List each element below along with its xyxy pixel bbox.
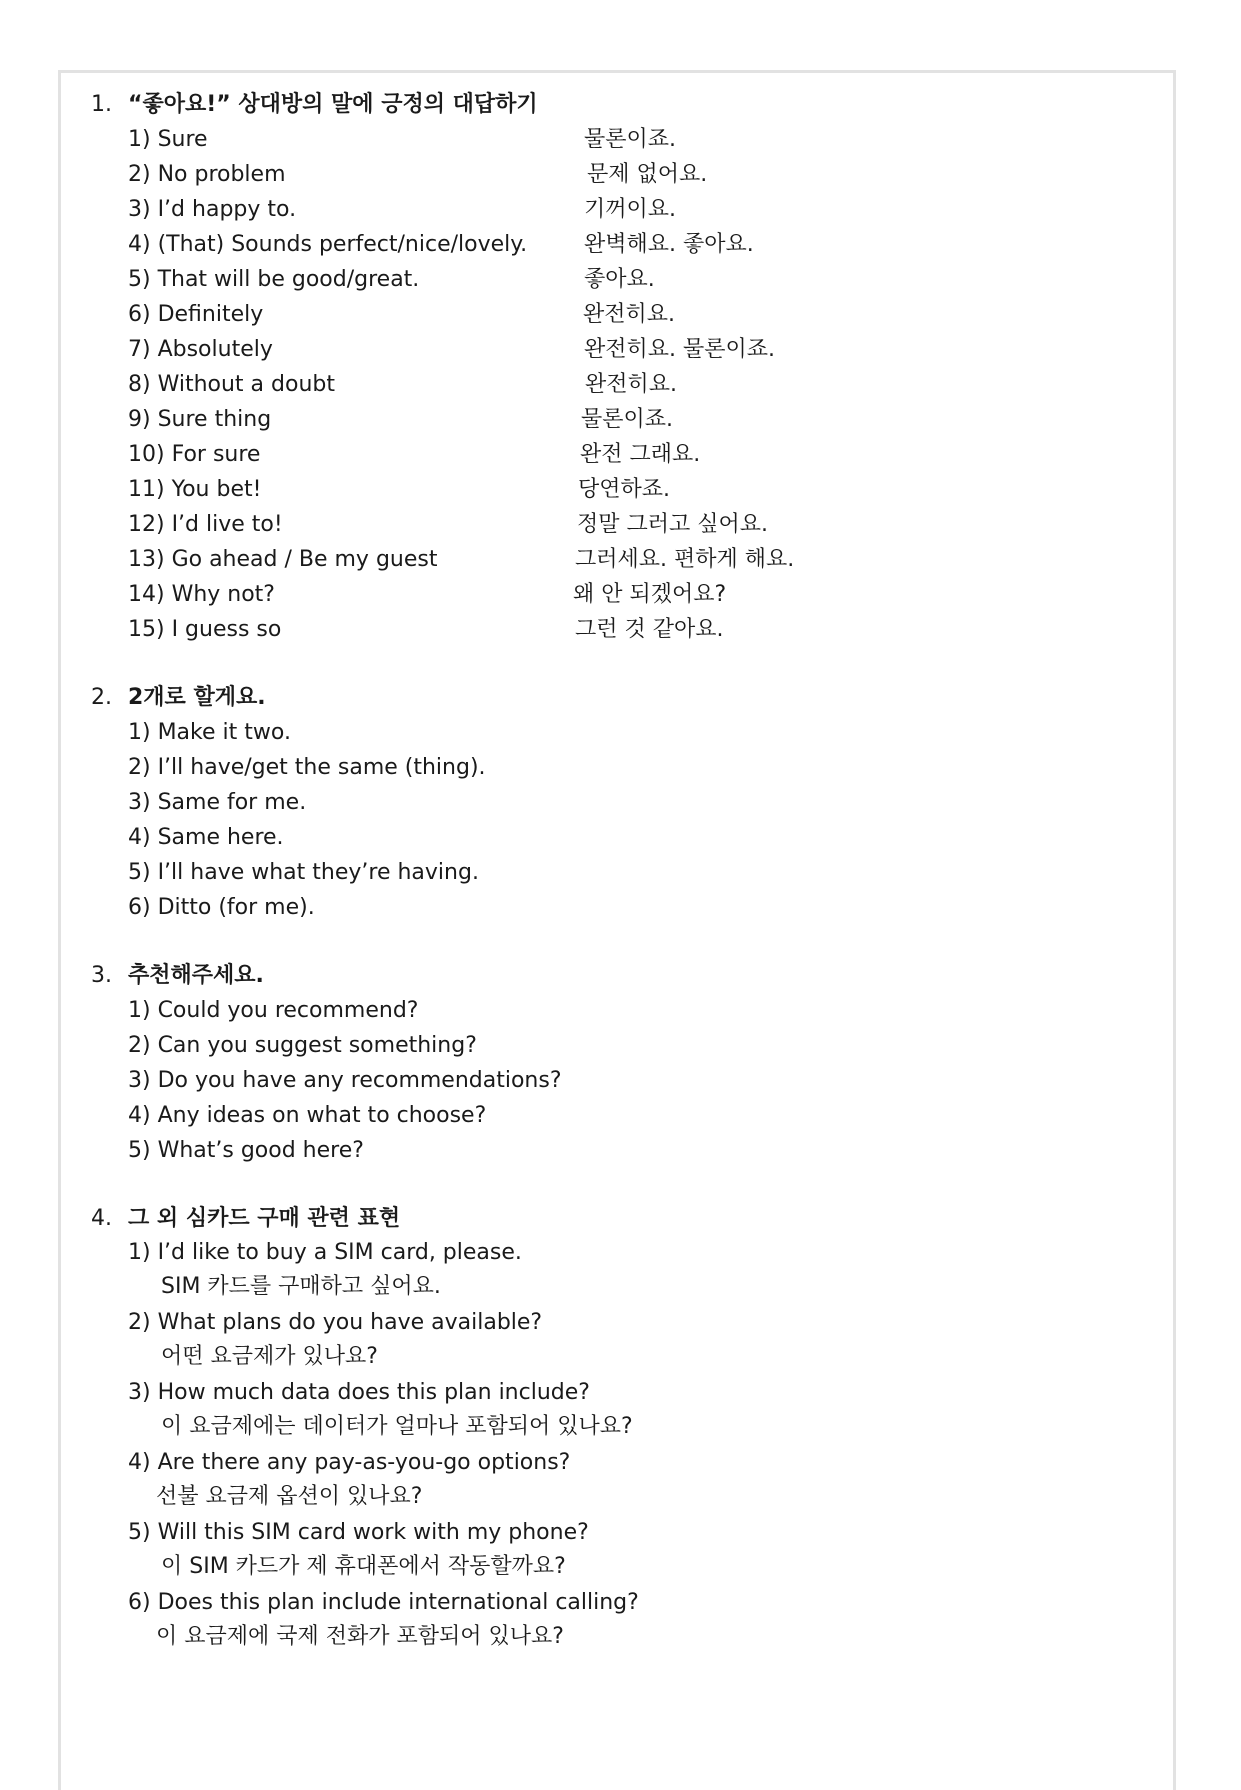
section-heading: [91, 959, 1151, 993]
korean-translation: 선불 요금제 옵션이 있나요?: [156, 1484, 423, 1509]
english-phrase: 9) Sure thing: [128, 407, 272, 432]
list-item: 5) I’ll have what they’re having.: [128, 860, 479, 885]
korean-translation: 완전히요.: [585, 372, 678, 397]
phrase-pair: [128, 1376, 1151, 1444]
phrase-row: [91, 437, 1151, 472]
list-item: 2) Can you suggest something?: [128, 1033, 477, 1058]
section-heading: [91, 681, 1151, 715]
korean-translation: SIM 카드를 구매하고 싶어요.: [161, 1274, 441, 1299]
section-number: 3.: [91, 963, 112, 988]
section-heading: [91, 1202, 1151, 1236]
english-phrase: 3) How much data does this plan include?: [128, 1380, 590, 1405]
english-phrase: 2) What plans do you have available?: [128, 1310, 543, 1335]
section-title: 추천해주세요.: [128, 963, 264, 988]
phrase-row: [91, 402, 1151, 437]
phrase-pair: [128, 1516, 1151, 1584]
english-phrase: 1) Sure: [128, 127, 208, 152]
section-number: 4.: [91, 1206, 112, 1231]
section-number: 2.: [91, 685, 112, 710]
section-positive-answers: [91, 88, 1151, 647]
list-item: 1) Make it two.: [128, 720, 291, 745]
korean-translation: 완벽해요. 좋아요.: [584, 232, 754, 257]
korean-translation: 왜 안 되겠어요?: [573, 582, 727, 607]
korean-translation: 완전히요.: [583, 302, 676, 327]
section-recommend: [91, 959, 1151, 1168]
phrase-pair: [128, 1586, 1151, 1654]
list-item: 2) I’ll have/get the same (thing).: [128, 755, 486, 780]
korean-translation: 물론이죠.: [581, 407, 674, 432]
english-phrase: 10) For sure: [128, 442, 261, 467]
list-item: 5) What’s good here?: [128, 1138, 364, 1163]
phrase-row: [91, 262, 1151, 297]
section-heading: [91, 88, 1151, 122]
korean-translation: 그러세요. 편하게 해요.: [575, 547, 795, 572]
phrase-pair: [128, 1236, 1151, 1304]
phrase-row: [91, 122, 1151, 157]
phrase-row: [91, 332, 1151, 367]
phrase-pair: [128, 1306, 1151, 1374]
phrase-row: [91, 507, 1151, 542]
english-phrase: 12) I’d live to!: [128, 512, 283, 537]
korean-translation: 좋아요.: [584, 267, 655, 292]
section-make-it-two: [91, 681, 1151, 925]
english-phrase: 6) Does this plan include international calling?: [128, 1590, 639, 1615]
english-phrase: 5) That will be good/great.: [128, 267, 420, 292]
section-title: 2개로 할게요.: [128, 685, 266, 710]
korean-translation: 완전 그래요.: [580, 442, 701, 467]
korean-translation: 기꺼이요.: [584, 197, 677, 222]
list-item: 3) Same for me.: [128, 790, 307, 815]
english-phrase: 15) I guess so: [128, 617, 282, 642]
korean-translation: 완전히요. 물론이죠.: [584, 337, 775, 362]
phrase-row: [91, 612, 1151, 647]
english-phrase: 1) I’d like to buy a SIM card, please.: [128, 1240, 522, 1265]
english-phrase: 7) Absolutely: [128, 337, 273, 362]
english-phrase: 11) You bet!: [128, 477, 262, 502]
list-item: 4) Any ideas on what to choose?: [128, 1103, 487, 1128]
korean-translation: 문제 없어요.: [587, 162, 708, 187]
section-number: 1.: [91, 92, 112, 117]
section-sim-card: [91, 1202, 1151, 1654]
korean-translation: 당연하죠.: [578, 477, 671, 502]
english-phrase: 3) I’d happy to.: [128, 197, 297, 222]
english-phrase: 13) Go ahead / Be my guest: [128, 547, 438, 572]
list-item: 3) Do you have any recommendations?: [128, 1068, 562, 1093]
korean-translation: 그런 것 같아요.: [575, 617, 724, 642]
korean-translation: 이 요금제에는 데이터가 얼마나 포함되어 있나요?: [161, 1414, 633, 1439]
phrase-row: [91, 367, 1151, 402]
korean-translation: 물론이죠.: [584, 127, 677, 152]
section-title: “좋아요!” 상대방의 말에 긍정의 대답하기: [128, 92, 538, 117]
english-phrase: 4) (That) Sounds perfect/nice/lovely.: [128, 232, 528, 257]
korean-translation: 정말 그러고 싶어요.: [577, 512, 768, 537]
english-phrase: 6) Definitely: [128, 302, 264, 327]
phrase-row: [91, 542, 1151, 577]
korean-translation: 이 SIM 카드가 제 휴대폰에서 작동할까요?: [161, 1554, 566, 1579]
english-phrase: 2) No problem: [128, 162, 286, 187]
phrase-row: [91, 157, 1151, 192]
phrase-pair: [128, 1446, 1151, 1514]
phrase-row: [91, 227, 1151, 262]
phrase-row: [91, 297, 1151, 332]
list-item: 1) Could you recommend?: [128, 998, 419, 1023]
section-title: 그 외 심카드 구매 관련 표현: [128, 1206, 401, 1231]
list-item: 4) Same here.: [128, 825, 284, 850]
english-phrase: 5) Will this SIM card work with my phone?: [128, 1520, 589, 1545]
english-phrase: 4) Are there any pay-as-you-go options?: [128, 1450, 571, 1475]
phrase-row: [91, 472, 1151, 507]
document-content: [91, 88, 1151, 1688]
list-item: 6) Ditto (for me).: [128, 895, 315, 920]
english-phrase: 14) Why not?: [128, 582, 275, 607]
korean-translation: 이 요금제에 국제 전화가 포함되어 있나요?: [156, 1624, 564, 1649]
phrase-row: [91, 577, 1151, 612]
korean-translation: 어떤 요금제가 있나요?: [161, 1344, 378, 1369]
phrase-row: [91, 192, 1151, 227]
english-phrase: 8) Without a doubt: [128, 372, 335, 397]
